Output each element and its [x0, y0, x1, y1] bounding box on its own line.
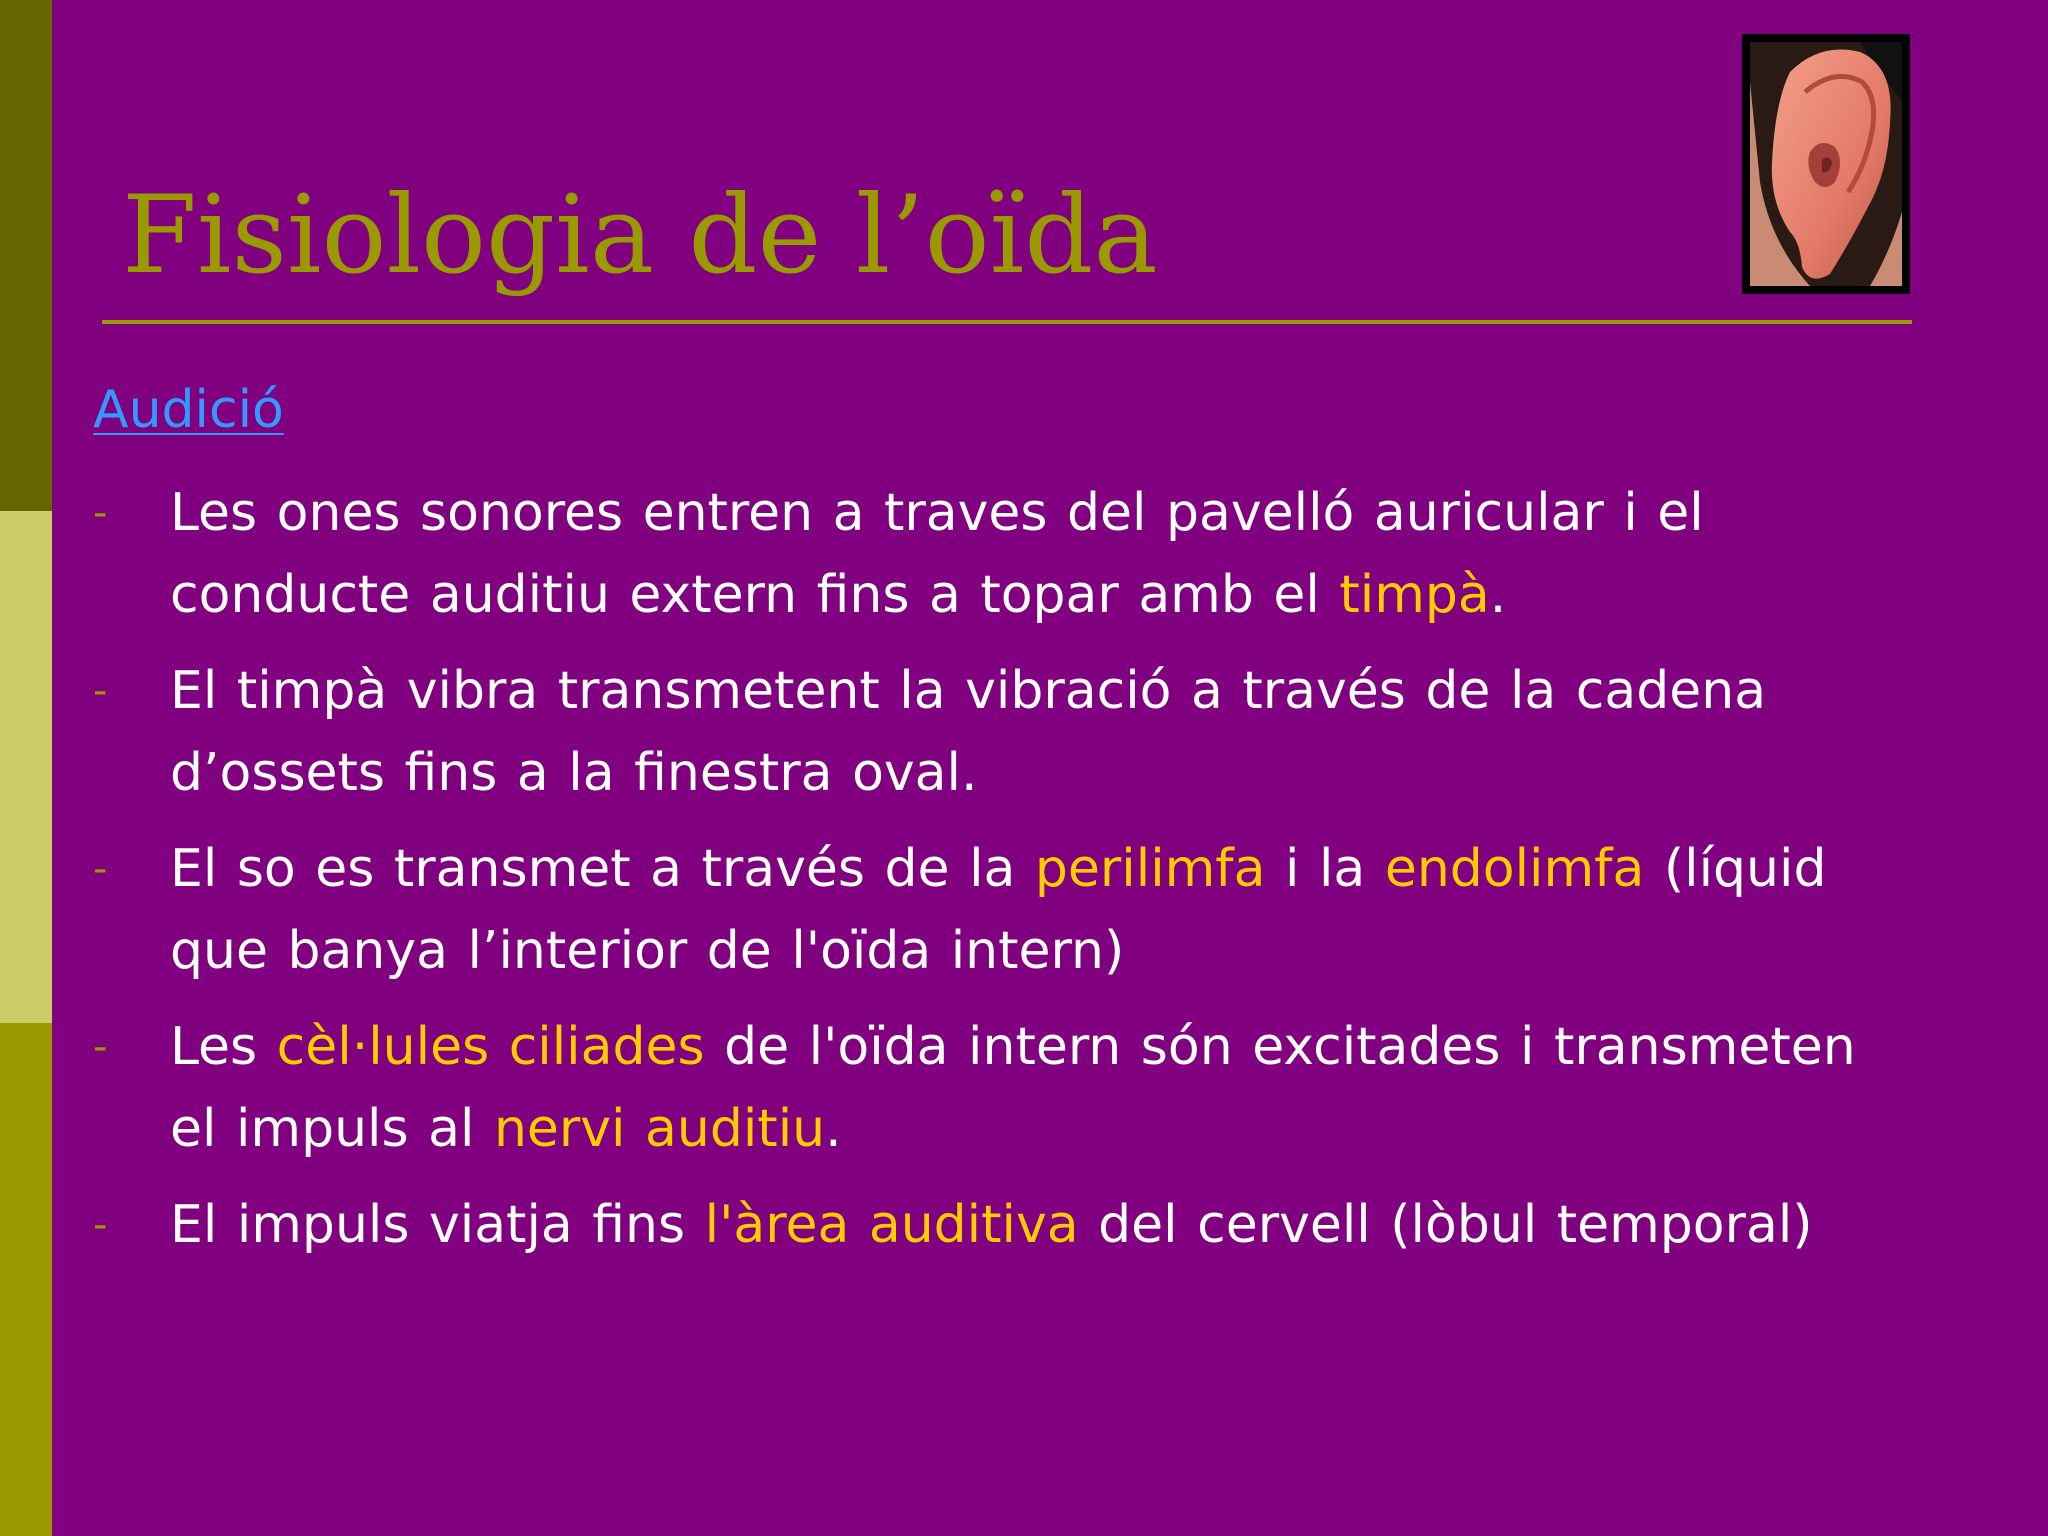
highlight-perilimfa: perilimfa — [1034, 839, 1266, 899]
bullet-dash: - — [93, 1024, 108, 1070]
bullet-item: - Les cèl·lules ciliades de l'oïda intern són excitades i transmeten el impuls al nervi auditiu. — [0, 1006, 1870, 1170]
highlight-nervi-auditiu: nervi auditiu — [493, 1099, 826, 1159]
audicio-link[interactable]: Audició — [93, 380, 284, 440]
bullet-item: - El impuls viatja fins l'àrea auditiva del cervell (lòbul temporal) — [0, 1184, 1870, 1266]
bullet-item: - El timpà vibra transmetent la vibració a través de la cadena d’ossets fins a la finestra oval. — [0, 650, 1870, 814]
bullet-item: - El so es transmet a través de la perilimfa i la endolimfa (líquid que banya l’interior de l'oïda intern) — [0, 828, 1870, 992]
bullet-dash: - — [93, 846, 108, 892]
bullet-dash: - — [93, 1202, 108, 1248]
ear-icon — [1750, 42, 1902, 286]
slide-title: Fisiologia de l’oïda — [122, 173, 1158, 298]
bullet-dash: - — [93, 668, 108, 714]
highlight-timpa: timpà — [1339, 565, 1490, 625]
side-bar-top — [0, 0, 52, 511]
highlight-cellules-ciliades: cèl·lules ciliades — [276, 1017, 705, 1077]
bullet-dash: - — [93, 490, 108, 536]
bullet-item: - Les ones sonores entren a traves del pavelló auricular i el conducte auditiu extern fins a topar amb el timpà. — [0, 472, 1870, 636]
title-underline-rule — [102, 320, 1912, 324]
highlight-endolimfa: endolimfa — [1384, 839, 1645, 899]
bullet-list — [0, 472, 2048, 1280]
ear-photo — [1742, 34, 1910, 294]
highlight-area-auditiva: l'àrea auditiva — [704, 1195, 1079, 1255]
